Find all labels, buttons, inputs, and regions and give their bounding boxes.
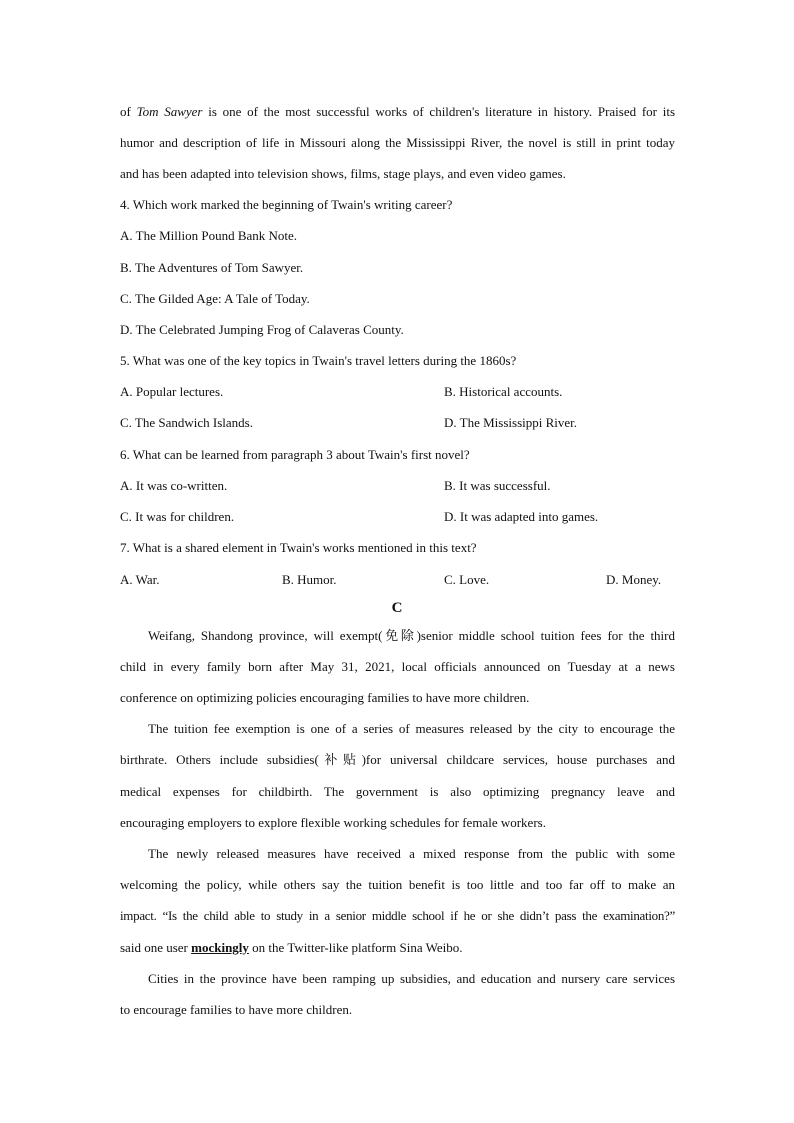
passage-line: to encourage families to have more children. — [120, 1002, 353, 1017]
passage-line: impact. “Is the child able to study in a senior middle school if he or she didn’t pass the examination?” — [120, 908, 675, 923]
q6-option-c: C. It was for children. — [120, 509, 235, 524]
q4-option-d: D. The Celebrated Jumping Frog of Calaveras County. — [120, 322, 404, 337]
q5-option-c: C. The Sandwich Islands. — [120, 415, 253, 430]
passage-line: encouraging employers to explore flexible working schedules for female workers. — [120, 815, 546, 830]
passage-line: Cities in the province have been ramping up subsidies, and education and nursery care services — [148, 971, 675, 986]
underlined-word: mockingly — [191, 940, 249, 955]
passage-line: conference on optimizing policies encouraging families to have more children. — [120, 690, 530, 705]
q6-option-d: D. It was adapted into games. — [444, 509, 599, 524]
question-4: 4. Which work marked the beginning of Twain's writing career? — [120, 197, 453, 212]
question-5: 5. What was one of the key topics in Twain's travel letters during the 1860s? — [120, 353, 517, 368]
passage-line: humor and description of life in Missouri along the Mississippi River, the novel is still in print today — [120, 135, 675, 150]
q7-option-d: D. Money. — [606, 572, 662, 587]
passage-line: The tuition fee exemption is one of a series of measures released by the city to encourage the — [148, 721, 675, 736]
q5-option-b: B. Historical accounts. — [444, 384, 563, 399]
text-span: on the Twitter-like platform Sina Weibo. — [248, 940, 463, 955]
question-6: 6. What can be learned from paragraph 3 about Twain's first novel? — [120, 447, 470, 462]
q5-option-d: D. The Mississippi River. — [444, 415, 578, 430]
italic-title: Tom Sawyer — [136, 104, 203, 119]
passage-line: medical expenses for childbirth. The government is also optimizing pregnancy leave and — [120, 784, 675, 799]
passage-line — [120, 939, 675, 957]
text-span: of — [120, 104, 137, 119]
passage-line: and has been adapted into television shows, films, stage plays, and even video games. — [120, 166, 566, 181]
q6-option-b: B. It was successful. — [444, 478, 551, 493]
q7-option-b: B. Humor. — [282, 572, 337, 587]
q4-option-c: C. The Gilded Age: A Tale of Today. — [120, 291, 310, 306]
text-span: is one of the most successful works of children's literature in history. Praised for its — [202, 104, 675, 119]
passage-line: The newly released measures have received a mixed response from the public with some — [148, 846, 675, 861]
section-heading: C — [391, 600, 403, 616]
passage-line — [120, 103, 675, 121]
q7-option-a: A. War. — [120, 572, 160, 587]
q4-option-b: B. The Adventures of Tom Sawyer. — [120, 260, 304, 275]
text-span: said one user — [120, 940, 192, 955]
q6-option-a: A. It was co-written. — [120, 478, 228, 493]
passage-line: birthrate. Others include subsidies(补贴)for universal childcare services, house purchases and — [120, 752, 675, 767]
q7-option-c: C. Love. — [444, 572, 490, 587]
passage-line: Weifang, Shandong province, will exempt(免除)senior middle school tuition fees for the third — [148, 628, 675, 643]
q5-option-a: A. Popular lectures. — [120, 384, 224, 399]
passage-line: welcoming the policy, while others say the tuition benefit is too little and too far off to make an — [120, 877, 675, 892]
question-7: 7. What is a shared element in Twain's works mentioned in this text? — [120, 540, 477, 555]
q4-option-a: A. The Million Pound Bank Note. — [120, 228, 298, 243]
passage-line: child in every family born after May 31, 2021, local officials announced on Tuesday at a news — [120, 659, 675, 674]
